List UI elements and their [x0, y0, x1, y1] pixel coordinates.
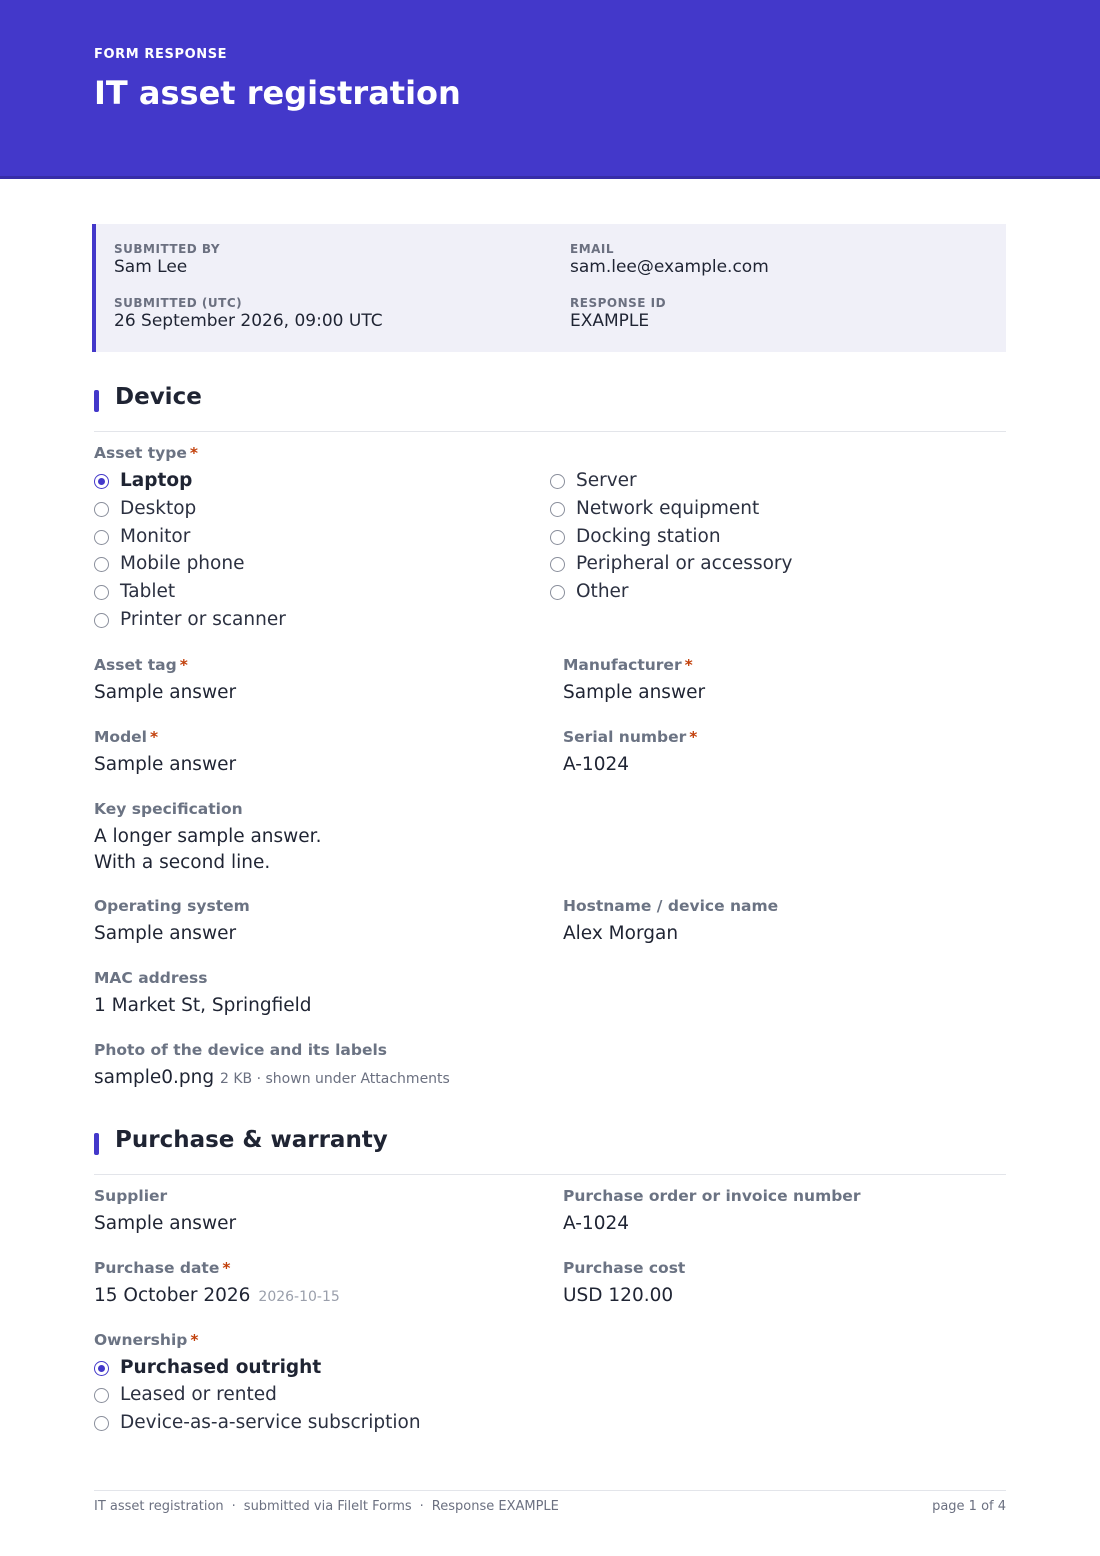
field-purchase-cost [563, 1259, 685, 1309]
submitted-by [114, 242, 220, 277]
section-title: Device [115, 384, 202, 410]
hostname-value: Alex Morgan [563, 923, 679, 944]
footer-separator: · [419, 1499, 424, 1514]
radio-icon [94, 502, 109, 517]
footer-form-name: IT asset registration [94, 1499, 224, 1514]
response-id [570, 296, 666, 331]
radio-icon [94, 1416, 109, 1431]
purchase-cost-label: Purchase cost [563, 1259, 686, 1277]
operating-system-value: Sample answer [94, 923, 237, 944]
key-specification-line-1: A longer sample answer. [94, 826, 322, 847]
email-value: sam.lee@example.com [570, 257, 769, 277]
page-number: page 1 of 4 [932, 1499, 1006, 1514]
asset-tag-value: Sample answer [94, 682, 237, 703]
footer-info [94, 1499, 559, 1514]
submission-meta [92, 224, 1006, 352]
field-model [94, 728, 236, 778]
model-value: Sample answer [94, 754, 237, 775]
hostname-label: Hostname / device name [563, 897, 779, 915]
submitted-by-label: SUBMITTED BY [114, 242, 221, 256]
radio-icon [94, 530, 109, 545]
operating-system-label: Operating system [94, 897, 250, 915]
required-marker: * [689, 728, 698, 746]
submitted-utc-label: SUBMITTED (UTC) [114, 296, 243, 310]
mac-address-label: MAC address [94, 969, 208, 987]
asset-tag-label: Asset tag * [94, 656, 188, 674]
field-key-specification [94, 800, 321, 876]
radio-icon [550, 585, 565, 600]
asset-type-label-wrap [94, 444, 198, 462]
radio-icon [94, 557, 109, 572]
field-purchase-date [94, 1259, 340, 1310]
response-id-value: EXAMPLE [570, 311, 650, 331]
footer-separator: · [231, 1499, 236, 1514]
email-label: EMAIL [570, 242, 615, 256]
key-specification-line-2: With a second line. [94, 852, 271, 873]
model-label: Model * [94, 728, 159, 746]
supplier-value: Sample answer [94, 1213, 237, 1234]
radio-icon [550, 530, 565, 545]
photo-value [94, 1065, 450, 1092]
field-asset-tag [94, 656, 236, 706]
required-marker: * [684, 656, 693, 674]
ownership-label: Ownership * [94, 1331, 199, 1349]
radio-selected-icon [94, 1361, 109, 1376]
po-number-label: Purchase order or invoice number [563, 1187, 861, 1205]
purchase-date-value: 15 October 2026 2026-10-15 [94, 1285, 340, 1306]
form-eyebrow: FORM RESPONSE [94, 47, 228, 62]
field-manufacturer [563, 656, 705, 706]
manufacturer-label: Manufacturer * [563, 656, 693, 674]
section-accent-bar [94, 390, 99, 412]
footer-response: Response EXAMPLE [431, 1499, 559, 1514]
field-mac-address [94, 969, 312, 1019]
field-po-number [563, 1187, 860, 1237]
radio-icon [550, 557, 565, 572]
email [570, 242, 769, 277]
ownership-label-wrap [94, 1331, 198, 1349]
serial-number-label: Serial number * [563, 728, 698, 746]
form-header [0, 0, 1100, 179]
purchase-cost-value: USD 120.00 [563, 1285, 674, 1306]
field-serial-number [563, 728, 697, 778]
asset-type-label: Asset type * [94, 444, 198, 462]
submitted-by-value: Sam Lee [114, 257, 188, 277]
attachment-filename[interactable]: sample0.png [94, 1067, 215, 1088]
purchase-date-label: Purchase date * [94, 1259, 231, 1277]
field-photo [94, 1041, 450, 1092]
required-marker: * [150, 728, 159, 746]
serial-number-value: A-1024 [563, 754, 630, 775]
mac-address-value: 1 Market St, Springfield [94, 995, 312, 1016]
radio-icon [550, 502, 565, 517]
po-number-value: A-1024 [563, 1213, 630, 1234]
section-device-heading [94, 384, 1006, 432]
submitted-utc [114, 296, 383, 331]
manufacturer-value: Sample answer [563, 682, 706, 703]
field-operating-system [94, 897, 250, 947]
supplier-label: Supplier [94, 1187, 168, 1205]
photo-label: Photo of the device and its labels [94, 1041, 388, 1059]
section-purchase-heading [94, 1127, 1006, 1175]
required-marker: * [190, 1331, 199, 1349]
attachment-note: 2 KB · shown under Attachments [220, 1071, 450, 1087]
field-supplier [94, 1187, 236, 1237]
required-marker: * [179, 656, 188, 674]
submitted-utc-value: 26 September 2026, 09:00 UTC [114, 311, 383, 331]
radio-icon [94, 585, 109, 600]
page-title: IT asset registration [94, 74, 461, 112]
required-marker: * [222, 1259, 231, 1277]
field-hostname [563, 897, 778, 947]
response-id-label: RESPONSE ID [570, 296, 667, 310]
page-footer [94, 1490, 1006, 1520]
radio-selected-icon [94, 474, 109, 489]
section-title: Purchase & warranty [115, 1127, 388, 1153]
section-accent-bar [94, 1133, 99, 1155]
required-marker: * [189, 444, 198, 462]
purchase-date-iso: 2026-10-15 [258, 1289, 340, 1305]
radio-icon [550, 474, 565, 489]
key-specification-label: Key specification [94, 800, 243, 818]
radio-icon [94, 613, 109, 628]
footer-via: submitted via FileIt Forms [243, 1499, 412, 1514]
radio-icon [94, 1388, 109, 1403]
